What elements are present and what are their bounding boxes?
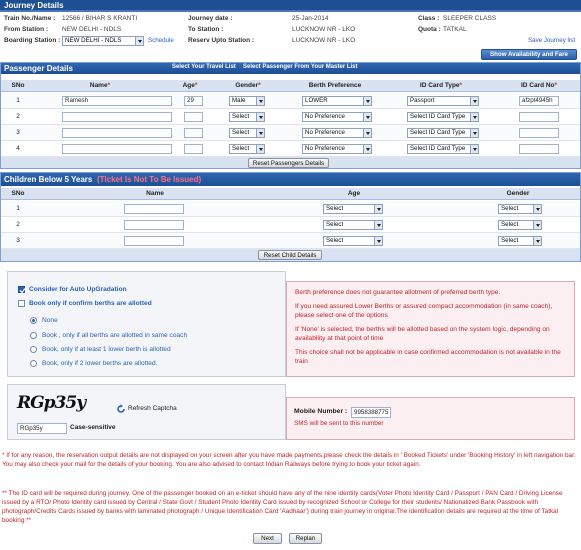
children-note: (Ticket Is Not To Be Issued) bbox=[97, 175, 202, 184]
reserv-upto-label: Reserv Upto Station : bbox=[188, 37, 255, 44]
gender-select[interactable]: Select bbox=[229, 144, 265, 154]
schedule-link[interactable]: Schedule bbox=[148, 37, 174, 44]
confirm-berths-label: Book only if confirm berths are allotted bbox=[29, 300, 152, 307]
chevron-down-icon bbox=[374, 237, 382, 245]
note-1: Berth preference does not guarantee allotment of preferred berth type. bbox=[295, 289, 501, 296]
chevron-down-icon bbox=[533, 237, 541, 245]
passenger-name-input[interactable] bbox=[62, 112, 172, 122]
refresh-captcha-link[interactable]: Refresh Captcha bbox=[128, 405, 177, 412]
passenger-age-input[interactable] bbox=[184, 144, 203, 154]
boarding-station-label: Boarding Station : bbox=[4, 37, 61, 44]
child-name-input[interactable] bbox=[124, 236, 184, 246]
col-age: Age bbox=[347, 190, 361, 197]
train-label: Train No./Name : bbox=[4, 15, 56, 22]
child-name-input[interactable] bbox=[124, 220, 184, 230]
passenger-details-panel bbox=[0, 62, 581, 169]
upgradation-options-panel bbox=[7, 271, 286, 377]
next-button[interactable]: Next bbox=[253, 533, 282, 544]
passenger-age-input[interactable] bbox=[184, 112, 203, 122]
gender-select[interactable]: Male bbox=[229, 96, 265, 106]
chevron-down-icon bbox=[363, 145, 371, 153]
class-label: Class : bbox=[418, 15, 440, 22]
table-row bbox=[1, 109, 580, 125]
check-icon bbox=[19, 287, 26, 294]
from-station-value: NEW DELHI - NDLS bbox=[62, 26, 122, 33]
passenger-age-input[interactable] bbox=[184, 128, 203, 138]
quota-value: TATKAL bbox=[443, 26, 467, 33]
row-sno: 3 bbox=[16, 129, 20, 136]
mobile-label: Mobile Number : bbox=[294, 408, 348, 415]
radio-same-coach-label: Book , only if all berths are allotted in same coach bbox=[42, 332, 188, 339]
passenger-name-input[interactable] bbox=[62, 128, 172, 138]
col-berth: Berth Preference bbox=[308, 82, 362, 89]
passenger-table-header bbox=[1, 80, 580, 92]
radio-none-label: None bbox=[42, 317, 58, 324]
chevron-down-icon bbox=[374, 221, 382, 229]
id-type-select[interactable]: Select ID Card Type bbox=[407, 144, 479, 154]
passenger-details-title: Passenger Details bbox=[4, 64, 73, 73]
children-panel bbox=[0, 172, 581, 262]
id-no-input[interactable] bbox=[519, 128, 559, 138]
to-station-value: LUCKNOW NR - LKO bbox=[292, 26, 356, 33]
chevron-down-icon bbox=[135, 37, 143, 45]
reset-passengers-button[interactable]: Reset Passengers Details bbox=[248, 158, 329, 168]
radio-none[interactable] bbox=[30, 317, 37, 324]
children-rows bbox=[1, 201, 580, 249]
col-sno: SNo bbox=[11, 82, 25, 89]
passenger-age-input[interactable]: 29 bbox=[184, 96, 203, 106]
id-no-input[interactable] bbox=[519, 144, 559, 154]
col-name: Name* bbox=[89, 82, 111, 89]
gender-select[interactable]: Select bbox=[229, 128, 265, 138]
auto-upgrade-label: Consider for Auto UpGradation bbox=[29, 286, 127, 293]
boarding-station-value: NEW DELHI - NDLS bbox=[65, 37, 122, 44]
id-type-select[interactable]: Select ID Card Type bbox=[407, 128, 479, 138]
col-sno: SNo bbox=[11, 190, 25, 197]
radio-same-coach[interactable] bbox=[30, 332, 37, 339]
row-sno: 4 bbox=[16, 145, 20, 152]
chevron-down-icon bbox=[374, 205, 382, 213]
col-id-no: ID Card No* bbox=[520, 82, 558, 89]
col-gender: Gender bbox=[506, 190, 530, 197]
travel-list-link[interactable]: Select Your Travel List bbox=[172, 64, 236, 70]
col-gender: Gender* bbox=[235, 82, 261, 89]
child-age-select[interactable]: Select bbox=[323, 220, 383, 230]
reset-child-button[interactable]: Reset Child Details bbox=[258, 250, 322, 260]
child-gender-select[interactable]: Select bbox=[498, 220, 542, 230]
chevron-down-icon bbox=[470, 97, 478, 105]
journey-date-value: 25-Jan-2014 bbox=[292, 15, 329, 22]
berth-notes-panel bbox=[286, 281, 575, 377]
captcha-input[interactable]: RGp35y bbox=[17, 423, 67, 434]
radio-two-lower-label: Book, only if 2 lower berths are allotted. bbox=[42, 360, 158, 367]
boarding-station-select[interactable] bbox=[62, 36, 144, 46]
berth-select[interactable]: No Preference bbox=[302, 144, 372, 154]
table-row bbox=[1, 93, 580, 109]
chevron-down-icon bbox=[363, 129, 371, 137]
table-row bbox=[1, 233, 580, 249]
case-sensitive-label: Case-sensitive bbox=[70, 424, 116, 431]
note-2: If you need assured Lower Berths or assured compact accommodation (in same coach), please select one of the options bbox=[295, 303, 553, 319]
reserv-upto-value: LUCKNOW NR - LKO bbox=[292, 37, 356, 44]
id-no-input[interactable]: afzpt4945h bbox=[519, 96, 559, 106]
mobile-input[interactable]: 9958388775 bbox=[351, 407, 391, 418]
refresh-icon[interactable] bbox=[116, 404, 126, 414]
chevron-down-icon bbox=[256, 129, 264, 137]
child-age-select[interactable]: Select bbox=[323, 204, 383, 214]
children-header bbox=[1, 173, 580, 186]
table-row bbox=[1, 201, 580, 217]
id-type-select[interactable]: Select ID Card Type bbox=[407, 112, 479, 122]
table-row bbox=[1, 217, 580, 233]
master-list-link[interactable]: Select Passenger From Your Master List bbox=[243, 64, 358, 70]
berth-select[interactable]: LOWER bbox=[302, 96, 372, 106]
journey-row-3 bbox=[0, 35, 581, 47]
auto-upgrade-checkbox[interactable] bbox=[18, 286, 25, 293]
chevron-down-icon bbox=[256, 145, 264, 153]
journey-date-label: Journey date : bbox=[188, 15, 233, 22]
child-gender-select[interactable]: Select bbox=[498, 236, 542, 246]
col-age: Age* bbox=[182, 82, 198, 89]
confirm-berths-checkbox[interactable] bbox=[18, 300, 25, 307]
passenger-name-input[interactable] bbox=[62, 144, 172, 154]
id-type-select[interactable]: Passport bbox=[407, 96, 479, 106]
journey-details-title: Journey Details bbox=[0, 0, 581, 12]
captcha-panel bbox=[7, 384, 286, 440]
note-3: If 'None' is selected, the berths will be allotted based on the system logic, depending on availability at that point of time bbox=[295, 326, 550, 342]
train-value: 12566 / BIHAR S KRANTI bbox=[62, 15, 138, 22]
to-station-label: To Station : bbox=[188, 26, 224, 33]
gender-select[interactable]: Select bbox=[229, 112, 265, 122]
class-value: SLEEPER CLASS bbox=[443, 15, 497, 22]
child-name-input[interactable] bbox=[124, 204, 184, 214]
note-4: This choice shall not be applicable in case confirmed accommodation is not available in the train bbox=[295, 349, 561, 365]
row-sno: 3 bbox=[16, 237, 20, 244]
chevron-down-icon bbox=[470, 113, 478, 121]
row-sno: 2 bbox=[16, 221, 20, 228]
children-table-header bbox=[1, 188, 580, 200]
captcha-image: RGp35y bbox=[17, 393, 86, 413]
sms-note: SMS will be sent to this number bbox=[294, 420, 384, 427]
child-age-select[interactable]: Select bbox=[323, 236, 383, 246]
chevron-down-icon bbox=[363, 97, 371, 105]
col-id-type: ID Card Type* bbox=[419, 82, 463, 89]
quota-label: Quota : bbox=[418, 26, 441, 33]
table-row bbox=[1, 125, 580, 141]
chevron-down-icon bbox=[470, 129, 478, 137]
passenger-details-header bbox=[1, 63, 580, 74]
from-station-label: From Station : bbox=[4, 26, 49, 33]
footer-note-2: ** The ID card will be required during journey. One of the passenger booked on an e-ticket should have any of the nine identity cards(Voter Photo Identity Card / Passport / PAN Card / Driving License issued by a RTO/ Photo Identity card issued by Central / State Govt / Student Photo Identity Card issued by recognized School or College for their students/ Nationalized Bank Passbook with photograph/Credits Cards issued by banks with laminated photograph / Unique Identification Card 'Aadhaar') during train journey in original.The identification details are required at the time of Tatkal booking.** bbox=[2, 490, 563, 524]
mobile-panel bbox=[286, 397, 575, 440]
col-name: Name bbox=[146, 190, 164, 197]
chevron-down-icon bbox=[533, 221, 541, 229]
chevron-down-icon bbox=[256, 97, 264, 105]
passenger-name-input[interactable]: Ramesh bbox=[62, 96, 172, 106]
radio-one-lower[interactable] bbox=[30, 346, 37, 353]
id-no-input[interactable] bbox=[519, 112, 559, 122]
passenger-rows bbox=[1, 93, 580, 157]
row-sno: 1 bbox=[16, 97, 20, 104]
berth-select[interactable]: No Preference bbox=[302, 112, 372, 122]
save-journey-list-link[interactable]: Save Journey list bbox=[528, 37, 576, 44]
chevron-down-icon bbox=[256, 113, 264, 121]
replan-button[interactable]: Replan bbox=[289, 533, 322, 544]
footer-note-1: * If for any reason, the reservation output details are not displayed on your screen after you have made payments,please check the details in ' Booked Tickets' under 'Booking History' in left navigation bar. You may also check your mail for the details of your booking. You are also advised to contact Indian Railways before trying to book your ticket again. bbox=[2, 452, 576, 468]
child-gender-select[interactable]: Select bbox=[498, 204, 542, 214]
row-sno: 2 bbox=[16, 113, 20, 120]
show-availability-button[interactable]: Show Availability and Fare bbox=[481, 49, 577, 60]
radio-one-lower-label: Book, only if at least 1 lower berth is allotted bbox=[42, 346, 171, 353]
journey-details-panel bbox=[0, 0, 581, 62]
radio-two-lower[interactable] bbox=[30, 360, 37, 367]
table-row bbox=[1, 141, 580, 157]
berth-select[interactable]: No Preference bbox=[302, 128, 372, 138]
chevron-down-icon bbox=[363, 113, 371, 121]
chevron-down-icon bbox=[533, 205, 541, 213]
row-sno: 1 bbox=[16, 205, 20, 212]
children-title: Children Below 5 Years bbox=[4, 175, 93, 184]
chevron-down-icon bbox=[470, 145, 478, 153]
